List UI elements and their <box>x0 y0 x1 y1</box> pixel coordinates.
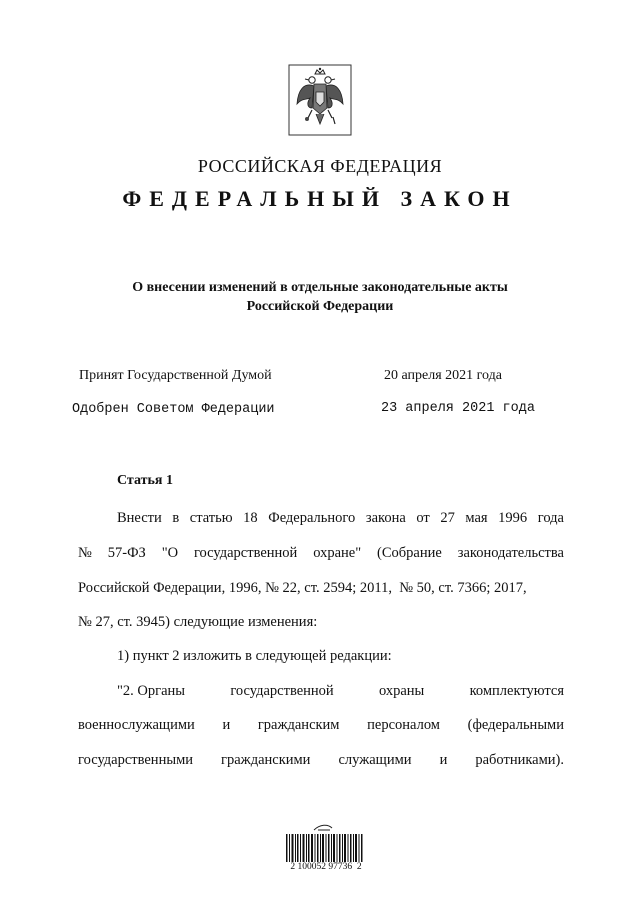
word: 18 <box>243 510 258 526</box>
word: государственной <box>193 545 298 561</box>
word: государственными <box>78 752 194 768</box>
paragraph-1-line-1 <box>117 510 564 527</box>
paragraph-2: 1) пункт 2 изложить в следующей редакции: <box>117 648 392 664</box>
word: 57-ФЗ <box>107 545 146 561</box>
paragraph-3-line-1 <box>117 683 564 700</box>
council-approval-label: Одобрен Советом Федерации <box>72 402 275 417</box>
paragraph-1-line-3: Российской Федерации, 1996, № 22, ст. 2594; 2011, № 50, ст. 7366; 2017, <box>78 580 527 596</box>
word: гражданским <box>257 717 340 733</box>
word: законодательства <box>457 545 564 561</box>
article-heading: Статья 1 <box>117 473 173 488</box>
barcode-bars <box>286 834 363 862</box>
paragraph-1-line-4: № 27, ст. 3945) следующие изменения: <box>78 614 318 630</box>
law-title-line-1: О внесении изменений в отдельные законодательные акты <box>132 280 508 295</box>
word: закона <box>365 510 406 526</box>
word: 1996 <box>498 510 528 526</box>
word: и <box>222 717 231 733</box>
paragraph-1-line-2 <box>78 545 564 562</box>
duma-adoption-label: Принят Государственной Думой <box>79 368 272 383</box>
document-type-heading: ФЕДЕРАЛЬНЫЙ ЗАКОН <box>122 186 518 211</box>
word: от <box>416 510 430 526</box>
council-approval-date: 23 апреля 2021 года <box>381 401 535 416</box>
word: "О <box>161 545 179 561</box>
country-name: РОССИЙСКАЯ ФЕДЕРАЦИЯ <box>197 156 443 176</box>
word: (федеральными <box>467 717 564 733</box>
word: № <box>78 545 92 561</box>
word: охраны <box>378 683 425 699</box>
word: года <box>537 510 564 526</box>
word: работниками). <box>475 752 564 768</box>
word: персоналом <box>367 717 440 733</box>
word: в <box>172 510 180 526</box>
word: Федерального <box>268 510 356 526</box>
signature-mark <box>314 825 332 830</box>
word: служащими <box>338 752 412 768</box>
word: гражданскими <box>221 752 311 768</box>
word: 27 <box>440 510 455 526</box>
paragraph-3-line-2 <box>78 717 564 734</box>
word: охране" <box>313 545 362 561</box>
word: государственной <box>230 683 334 699</box>
word: комплектуются <box>469 683 564 699</box>
law-title-line-2: Российской Федерации <box>246 299 394 314</box>
word: и <box>439 752 448 768</box>
barcode-number: 2 100052 97736 2 <box>290 862 362 872</box>
word: статью <box>189 510 233 526</box>
paragraph-3-line-3 <box>78 752 564 769</box>
law-title <box>60 278 580 316</box>
word: Внести <box>117 510 162 526</box>
word: (Собрание <box>377 545 442 561</box>
word: "2. Органы <box>117 683 186 699</box>
duma-adoption-date: 20 апреля 2021 года <box>384 368 502 383</box>
word: мая <box>465 510 488 526</box>
word: военнослужащими <box>78 717 195 733</box>
coat-of-arms-emblem <box>288 64 352 136</box>
